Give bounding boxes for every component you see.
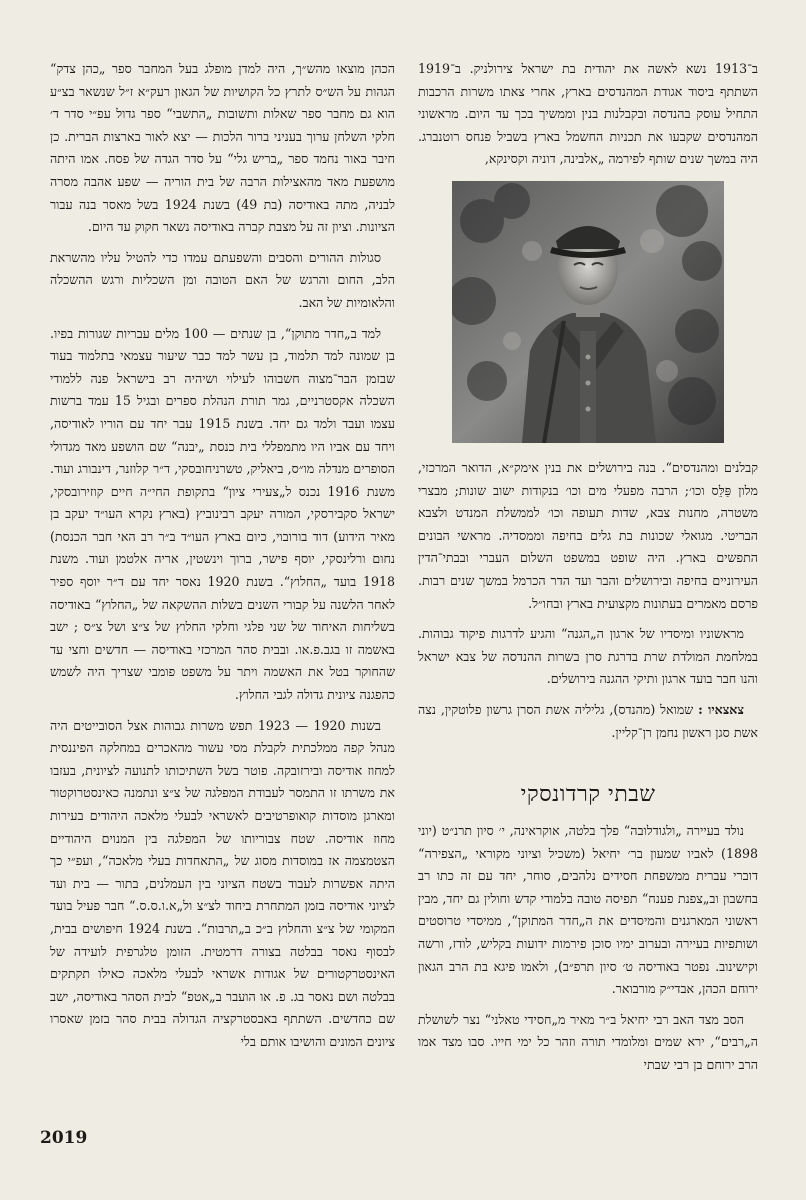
paragraph: בשנות 1920 — 1923 תפש משרות גבוהות אצל הסובייטים היה מנהל קפה ממלכתית לקבלת מסי עשור מהאכרים במחלקה הפיננסית למחוז אודיסה ובירזובקה. פוטר בשל השתיכותו לתנועה לציונית, בעזבו את משרתו זו התמסר לעבודת המפלגה של צ״צ ונתמנה כאינסטרוקטור ומארגן מוסדות קואופרטיבים לאשראי לבעלי מלאכה היהודים בעירות מחוז אודיסה. שטח צבוריותו של המפלגה בין המנוים היהודיים הצטמצמה אז במוסדות מסוג של „התאחדות בעלי מלאכה“, ועפ״י כך היתה אפשרות לעבוד בשטח הציוני בין העמלנים, בתור — בית ועד לציוני אודיסה בזמן המתחרת ביחוד לצ״צ ול„א.ו.ס.ס.“ חבר פעיל בועד המקומי של צ״צ והחלוץ ב״כ ב„תרבות“. בשנת 1924 חיפושים בבית, לבסוף נאסר בבלטה בצורה דרמטית. הזומן טלגרפית לועידה של האינסטרקטורים של אגודות אשראי לבעלי מלאכה כאילו תקתקים בבלטה ושם נאסר בג. פ. או הועבר ב„אטפ“ לבית הסהר באודיסה, ישב שם כחדשים. השתתף באבסטרקציה הגדולה בבית סהר בזמן שאסרו ציונים המונים והושיבו אותם בלי: [50, 717, 395, 1049]
section-title: שבתי קרדונסקי: [520, 782, 656, 808]
paragraph: מראשוניו ומיסדיו של ארגון ה„הגנה“ והגיע לדרגות פיקוד גבוהות. במלחמת המולדת שרת בדרגת סרן בשרות ההנדסה של צבא ישראל והנו חבר בועד ארגון ותיקי ההגנה בירושלים.: [418, 626, 758, 687]
paragraph: ב־1913 נשא לאשה את יהודית בת ישראל צירולניק. ב־1919 השתתף ביסוד אגודת המהנדסים בארץ, אחרי צאתו משרות הרכבות התחיל עוסק בהנדסה ובקבלנות בנין וממשיך בכך עד היום. מראשוני המהנדסים שקבעו את תכניות החשמל בארץ בשביל פנחס רוטנברג. היה במשך שנים שותף לפירמה „אלבינה, דוניה וקסינקא,: [418, 61, 758, 167]
portrait-image: [452, 181, 724, 443]
left-column: [50, 58, 395, 1062]
paragraph: נולד בעיירה „ולגודלובה“ פלך בלטה, אוקראינה, י׳ סיון תרנ״ט (יוני 1898) לאביו שמעון בר׳ יחיאל (משכיל וציוני מקוראי „הצפירה“ דוברי עברית ממשפחת חסידים נלהבים, סוחר, יחד עם זה כתו רב בחשבון וב„צפנת פענח“ תפיסה טובה בלמודי קדש וחולין גם יחד, מבין ראשוני המארגנים והמיסדים את ה„חדר המתוקן“, ממיסדי טרוסטים ושותפיות בעיירה ובערוב ימיו סוכן פירמות ידועות בקליש, לודז, ורשה וקישינוב. נפטר באודיסה ט׳ סיון תרפ״ב), ולאמו פיגא בת הרב הגאון ירוחם הכהן, אבדי״ק מורבואר.: [418, 823, 758, 997]
descendants-paragraph: [418, 699, 758, 744]
portrait-photo: [452, 181, 724, 443]
descendants-label: צאצאיו :: [698, 701, 744, 717]
descendants-text: שמואל (מהנדס), גליליה אשת הסרן גרשון פלוטקין, נצה אשת סגן ראשון נחמן רן־קליין.: [418, 701, 758, 740]
paragraph: למד ב„חדר מתוקן“, בן שנתים — 100 מלים עבריות שגורות בפיו. בן שמונה למד תלמוד, בן עשר למד כבר שיעור עצמאי בתלמוד בעוד שבזמן הבר־מצוה חשבוהו לעילוי ושיהיה רב בישראל פנה ללמודי השכלה אקסטרניים, גמר תורת הנהלת ספרים ובגיל 15 עמד ברשות עצמו ועבד ולמד גם יחד. בשנת 1915 עבר יחד עם הוריו לאודיסה, ויחד עם אביו היו מתמפללי בית כנסת „יבנה“ שם הושפע מאד מגדולי הסופרים מנדלה מו״ס, ביאליק, טשרניחובסקי, ד״ר קלוזנר, דינבורג ועוד. משנת 1916 נכנס ל„צעירי ציון“ בתקופת החי״ה חיים קוזירובסקי, ישראל סקבירסקי, המורה יעקב רבינוביץ (בארץ נקרא העו״ד יעקב בן מאיר הידוע) דוד בורובוי, כיום בארץ העו״ד ב״ר רב האי חבר הכנסת) נחום ורלינסקי, יוסף פישר, ברוך וינשטין, אריה אלטמן ועוד. משנת 1918 בועד „החלוץ“. בשנת 1920 נאסר יחד עם ד״ר יוסף ספיר לאחר הלשנה על קבורי השנים בשלות ההשקאה של „החלוץ“ באודיסה בשליחות האיחוד של שני פלגי וחלקי החלוץ של צ״צ ושל צ״ס ; ישב באשמה זו בגב.פ.או. ובבית סהר המרכזי באודיסה — חדשים וחצי עד שהחוקר בטל את האשמה ויתר על משפט פומבי שצריך היה לשמש כהפגנה ציונית גדולה לגבי החלוץ.: [50, 325, 395, 703]
paragraph: סגולות ההורים והסבים והשפעתם עמדו כדי להטיל עליו מהשראת הלב, החום והרגש של האם הטובה ומן השכליות ורגש ההשכלה והלאומיות של האב.: [50, 249, 395, 310]
paragraph: הכהן מוצאו מהש״ך, היה למדן מופלג בעל המחבר ספר „כהן צדק“ הגהות על הש״ס לתרץ כל הקושיות של הגאון רעק״א ז״ל שנשאר בצ״ע הוא גם מחבר ספר שאלות ותשובות „התשבי“ ספר גדול עפ״י סדר ד׳ חלקי השלחן ערוך בעניני ברור הלכות — יצא לאור בארצות הברית. כן חיבר באור נחמד ספר „בריש גלי“ על סדר הגדה של פסח. אמו היתה מושפעת מאד מהאצילות הרבה של בית הוריה — שפע אהבה מסרה לבניה, מתה באודיסה (בת 49) בשנת 1924 בשל מאסר בנה עבור הציונות. וציון זה על מצבת קברה באודיסה נשאר חקוק עד היום.: [50, 61, 395, 235]
paragraph: קבלנים ומהנדסים“. בנה בירושלים את בנין אימק״א, הדואר המרכזי, מלון פַּלֵּס וכו׳; הרבה מפעלי מים וכו׳ בנקודות ישוב שונות; מבצרי משטרה, מחנות צבא, שדות תעופה וכו׳ לממשלת המנדט ולצבא הבריטי. מגואלי שכונות בת גלים בחיפה וממסדיה. מראשי הבונים התפשים בארץ. היה שופט במשפט השלום העברי ובבתי־הדין העירוניים בחיפה ובירושלים והבר ועד הדר הכרמל במשך שנים רבות. פרסם מאמרים בעתונות מקצועית בארץ ובחו״ל.: [418, 459, 758, 611]
paragraph: הסב מצד האב רבי יחיאל ב״ר מאיר מ„חסידי טאלני“ נצר לשושלת ה„רבים“, ירא שמים ומלומדי תורה וזהר כל ימי חייו. סבו מצד אמו הרב ירוחם בן רבי שבתי: [418, 1011, 758, 1073]
page-number: 2019: [40, 1128, 88, 1148]
right-column: [418, 58, 758, 1085]
